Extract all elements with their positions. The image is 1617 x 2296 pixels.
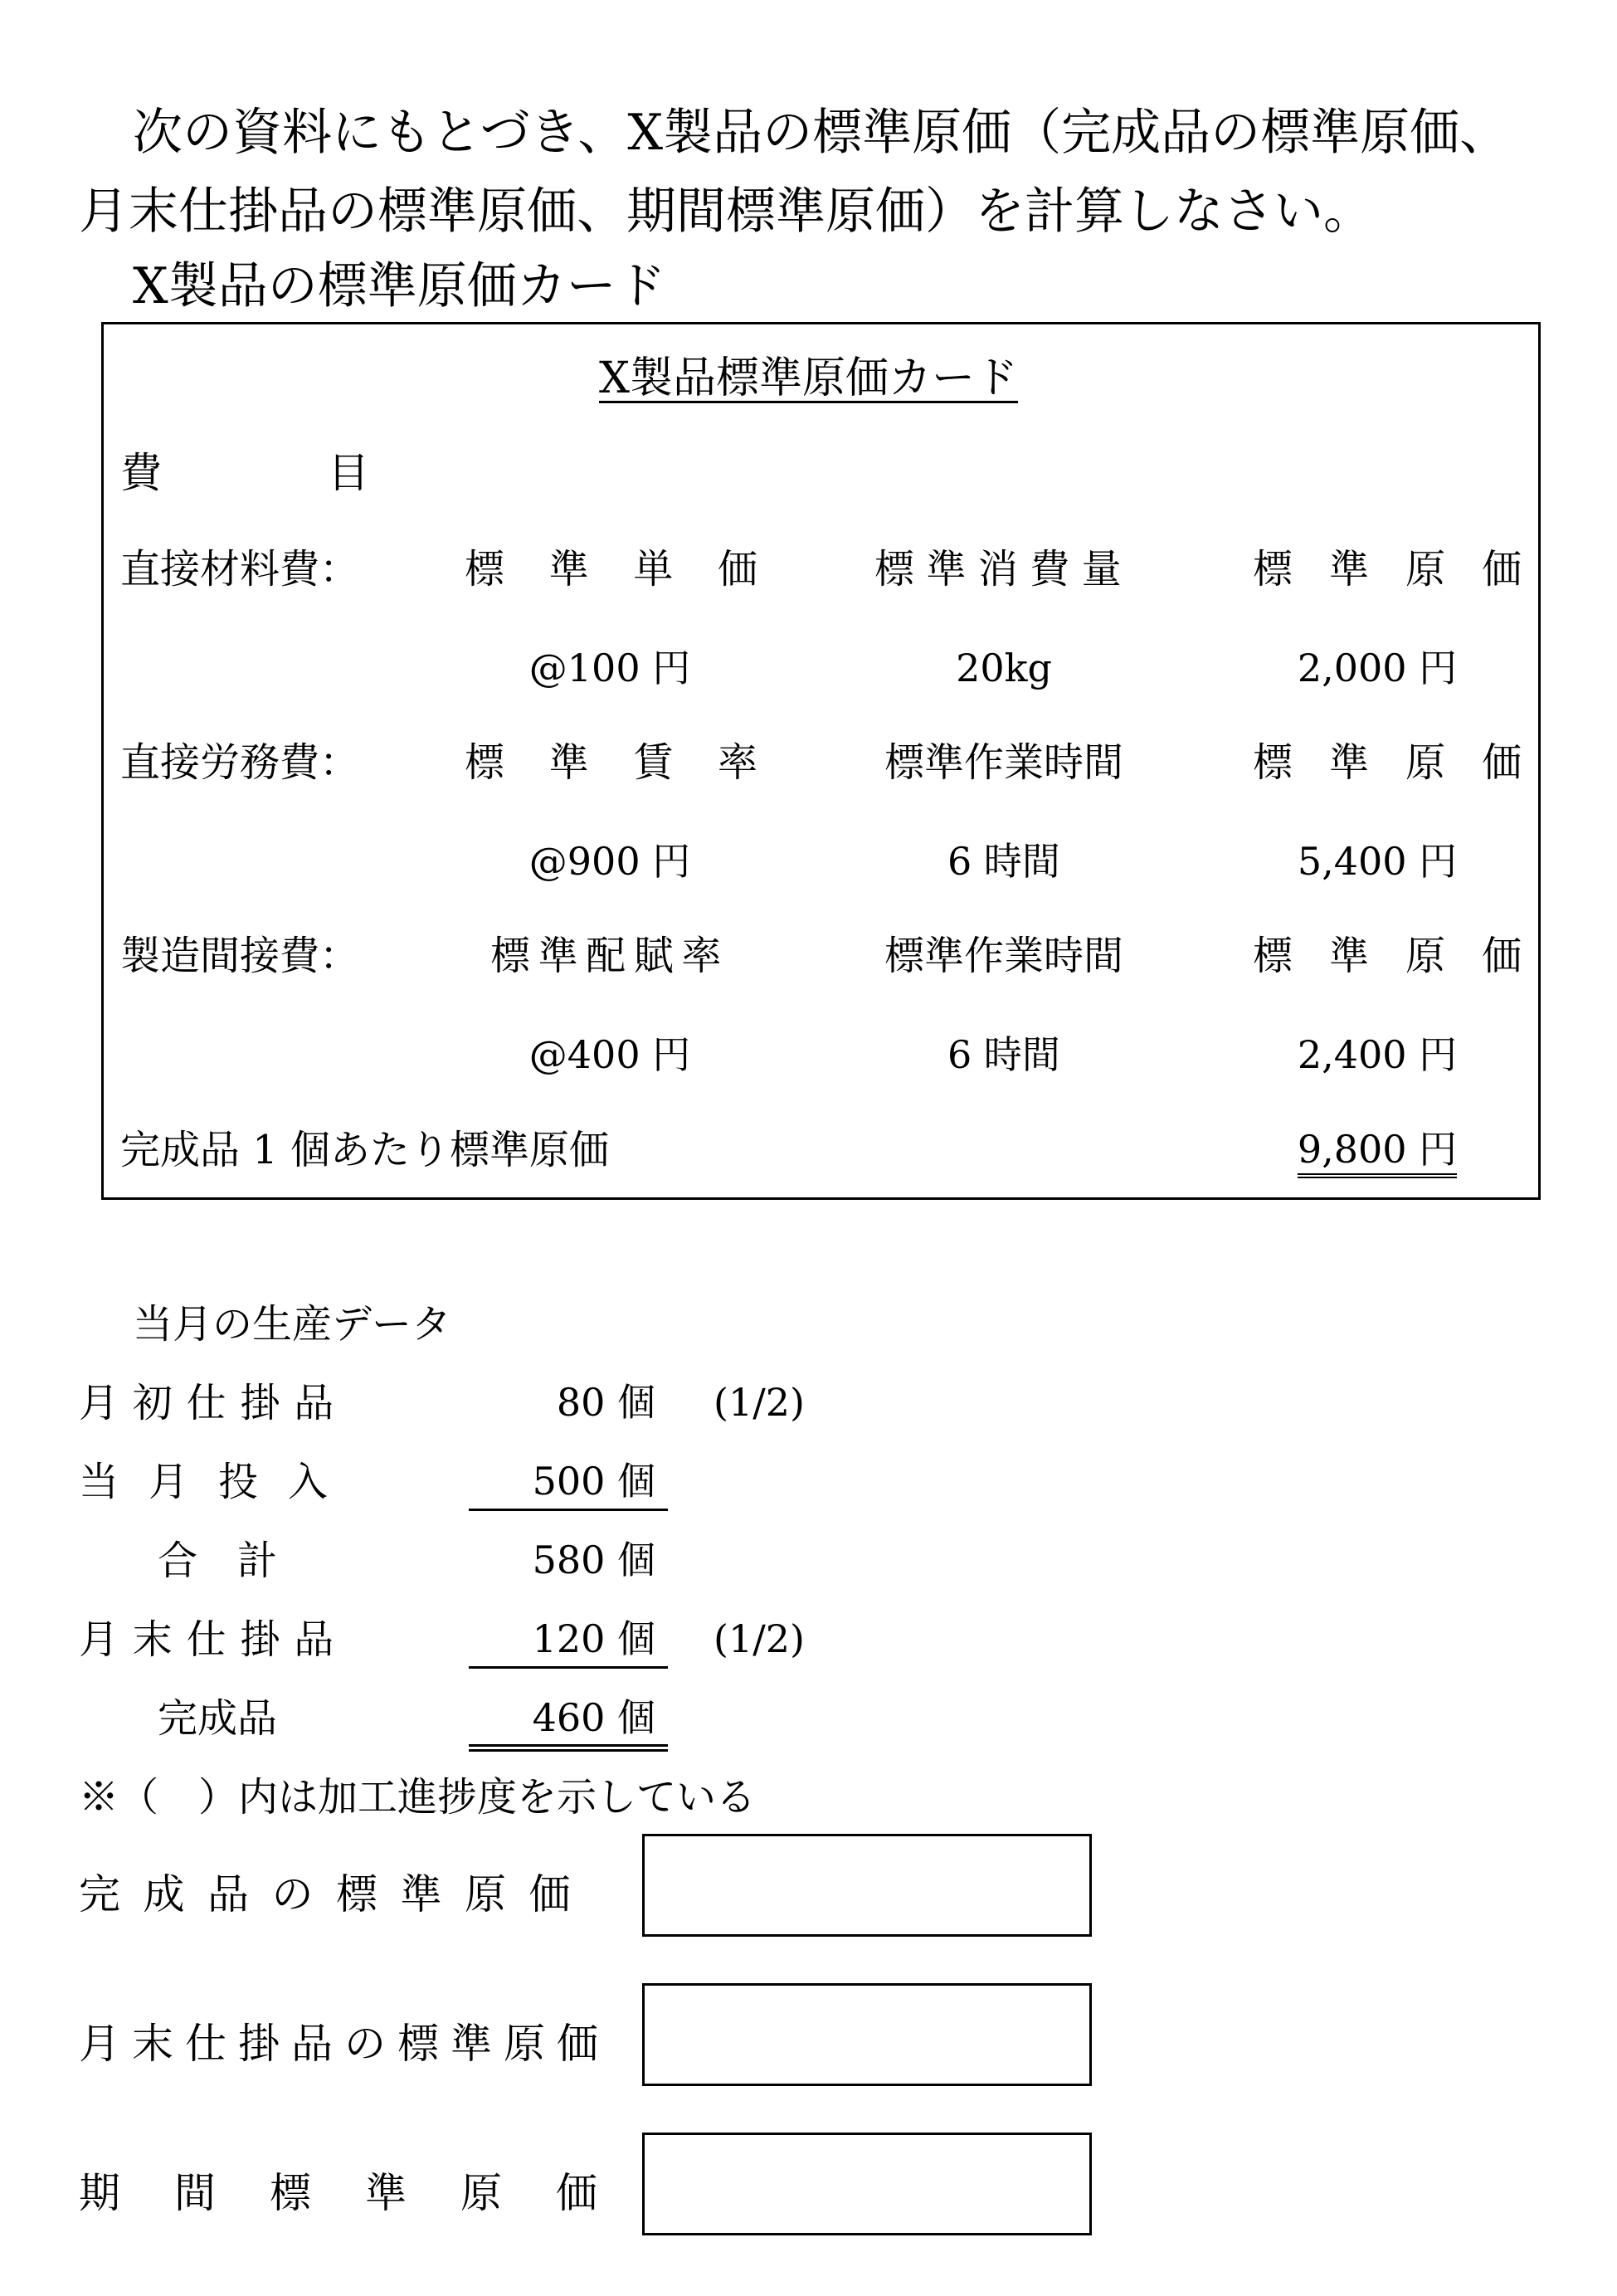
total-double-rule: [469, 1744, 668, 1752]
material-quantity: 20kg: [956, 646, 1052, 690]
labor-hours: 6 時間: [947, 839, 1060, 884]
progress-note: ※（ ）内は加工進捗度を示している: [79, 1774, 757, 1821]
row-label-labor: 直接労務費：: [120, 739, 360, 786]
row-label-material: 直接材料費：: [120, 546, 360, 592]
overhead-col1-header: 標準配賦率: [489, 933, 729, 979]
prod-label-input: 当月投入: [79, 1459, 358, 1505]
prod-progress-ending-wip: (1/2): [714, 1616, 805, 1661]
prod-qty-completed: 460 個: [532, 1695, 655, 1740]
answer-label-completed-cost: 完成品の標準原価: [79, 1870, 593, 1918]
overhead-col2-header: 標準作業時間: [884, 933, 1123, 979]
subtotal-rule-2: [469, 1666, 668, 1669]
overhead-rate: @400 円: [528, 1032, 691, 1077]
labor-col3-header: 標 準 原 価: [1253, 739, 1534, 786]
overhead-cost: 2,400 円: [1297, 1032, 1458, 1077]
row-label-overhead: 製造間接費：: [120, 933, 360, 979]
answer-label-period-cost: 期間標準原価: [79, 2169, 651, 2217]
overhead-hours: 6 時間: [947, 1032, 1060, 1077]
answer-box-completed-cost[interactable]: [642, 1834, 1092, 1937]
labor-rate: @900 円: [528, 839, 691, 884]
labor-cost: 5,400 円: [1297, 839, 1458, 884]
labor-col2-header: 標準作業時間: [884, 739, 1123, 786]
material-cost: 2,000 円: [1297, 646, 1458, 690]
intro-line-2: 月末仕掛品の標準原価、期間標準原価）を計算しなさい。: [79, 183, 1373, 241]
total-label: 完成品 1 個あたり標準原価: [120, 1127, 610, 1173]
prod-qty-ending-wip: 120 個: [532, 1616, 655, 1661]
prod-progress-beginning-wip: (1/2): [714, 1380, 805, 1425]
material-col2-header: 標準消費量: [874, 546, 1133, 592]
answer-box-ending-wip-cost[interactable]: [642, 1983, 1092, 2086]
material-unit-price: @100 円: [528, 646, 691, 690]
card-title: X製品標準原価カード: [599, 353, 1019, 403]
card-caption: X製品の標準原価カード: [133, 257, 666, 315]
prod-label-ending-wip: 月末仕掛品: [79, 1616, 348, 1663]
answer-box-period-cost[interactable]: [642, 2133, 1092, 2235]
total-unit-cost: 9,800 円: [1298, 1127, 1457, 1178]
prod-label-beginning-wip: 月初仕掛品: [79, 1380, 348, 1426]
prod-label-total: 合 計: [158, 1538, 278, 1584]
prod-qty-total: 580 個: [532, 1538, 655, 1582]
material-col3-header: 標 準 原 価: [1253, 546, 1534, 592]
prod-qty-beginning-wip: 80 個: [556, 1380, 655, 1425]
intro-line-1: 次の資料にもとづき、X製品の標準原価（完成品の標準原価、: [133, 104, 1510, 162]
production-heading: 当月の生産データ: [133, 1301, 452, 1348]
prod-qty-input: 500 個: [532, 1459, 655, 1504]
card-header-label: 費 目: [120, 449, 369, 497]
overhead-col3-header: 標 準 原 価: [1253, 933, 1534, 979]
prod-label-completed: 完成品: [158, 1695, 278, 1742]
answer-label-ending-wip-cost: 月末仕掛品の標準原価: [79, 2020, 610, 2068]
labor-col1-header: 標 準 賃 率: [465, 739, 774, 786]
subtotal-rule-1: [469, 1509, 668, 1511]
material-col1-header: 標 準 単 価: [465, 546, 774, 592]
